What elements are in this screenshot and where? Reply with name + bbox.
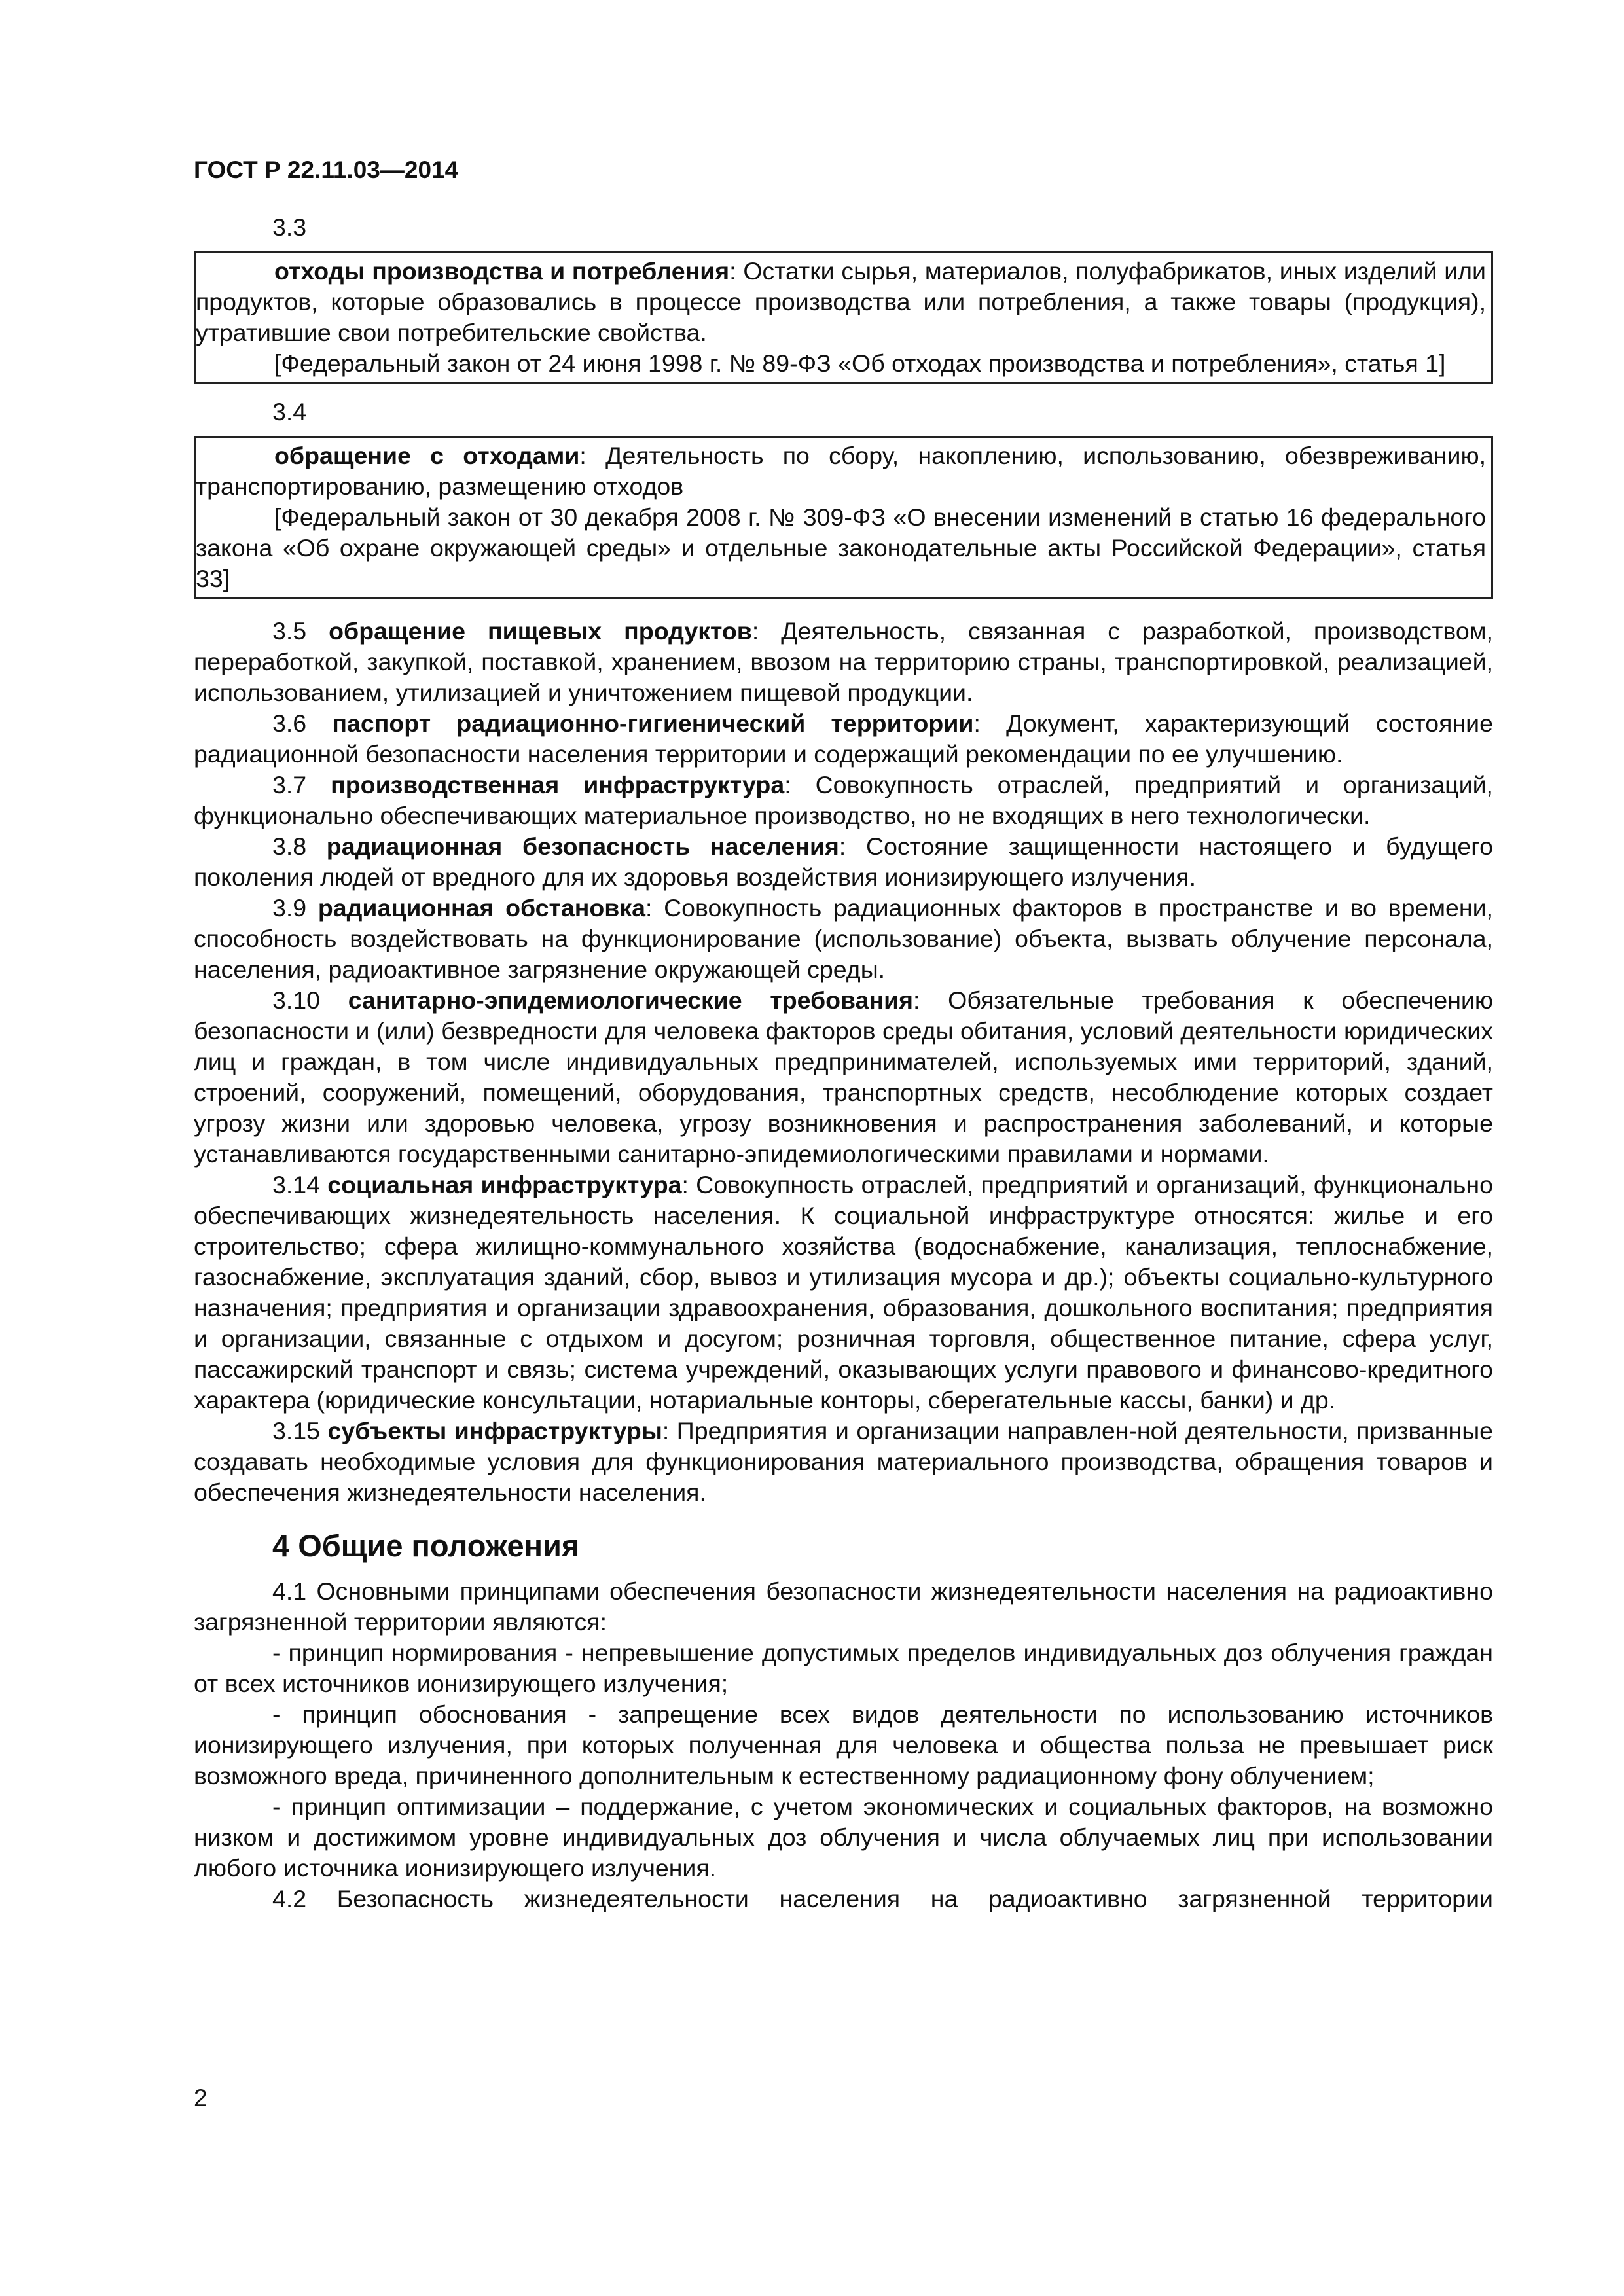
definition-3-3 [196,256,1486,348]
clause-number: 3.8 [272,833,327,860]
section-heading-4: 4 Общие положения [272,1528,580,1563]
clause-number: 3.10 [272,986,348,1014]
clause-number: 3.6 [272,709,333,737]
term-3-10: санитарно-эпидемиологические требования [348,986,914,1014]
definition-text-3-8: : Состояние защищенности настоящего и будущего поколения людей от вредного для их здоровья воздействия ионизирующего излучения. [194,833,1493,891]
definition-3-4 [196,440,1486,502]
clause-3-14 [194,1170,1493,1416]
term-3-7: производственная инфраструктура [331,771,785,798]
term-3-5: обращение пищевых продуктов [329,617,752,645]
clause-3-15 [194,1416,1493,1508]
document-body [194,211,1493,1914]
clause-3-9 [194,893,1493,985]
definition-text-3-10: : Обязательные требования к обеспечению безопасности и (или) безвредности для человека факторов среды обитания, условий деятельности юридических лиц и граждан, в том числе индивидуальных предпринимателей, используемых ими территорий, зданий, строений, сооружений, помещений, оборудования, транспортных средств, несоблюдение которых создает угрозу жизни или здоровью человека, угрозу возникновения и распространения заболеваний, и которые устанавливаются государственными санитарно-эпидемиологическими правилами и нормами. [194,986,1494,1168]
clause-3-6 [194,708,1493,770]
clause-3-7 [194,770,1493,831]
definition-text-3-6: : Документ, характеризующий состояние радиационной безопасности населения территории и содержащий рекомендации по ее улучшению. [194,709,1493,768]
definition-text-3-15: : Предприятия и организации направлен-ной деятельности, призванные создавать необходимые условия для функционирования материального производства, обращения товаров и обеспечения жизнедеятельности населения. [194,1417,1494,1506]
source-3-4: [Федеральный закон от 30 декабря 2008 г. № 309-ФЗ «О внесении изменений в статью 16 федерального закона «Об охране окружающей среды» и отдельные законодательные акты Российской Федерации», статья 33] [196,503,1486,592]
clause-number: 3.7 [272,771,331,798]
clause-number-3-3: 3.3 [272,213,307,241]
term-3-14: социальная инфраструктура [327,1171,682,1198]
clause-3-10 [194,985,1493,1170]
page-number: 2 [194,2085,208,2111]
term-3-15: субъекты инфраструктуры [327,1417,662,1444]
clause-number: 3.14 [272,1171,328,1198]
clause-number: 3.9 [272,894,318,922]
term-3-9: радиационная обстановка [317,894,645,922]
clause-3-8 [194,831,1493,893]
principle-normalization: - принцип нормирования - непревышение допустимых пределов индивидуальных доз облучения граждан от всех источников ионизирующего излучения; [194,1639,1493,1697]
term-3-8: радиационная безопасность населения [326,833,839,860]
term-3-6: паспорт радиационно-гигиенический территории [332,709,974,737]
definition-text-3-14: : Совокупность отраслей, предприятий и организаций, функционально обеспечивающих жизнедеятельность населения. К социальной инфраструктуре относятся: жилье и его строительство; сфера жилищно-коммунального хозяйства (водоснабжение, канализация, теплоснабжение, газоснабжение, эксплуатация зданий, сбор, вывоз и утилизация мусора и др.); объекты социально-культурного назначения; предприятия и организации здравоохранения, образования, дошкольного воспитания; предприятия и организации, связанные с отдыхом и досугом; розничная торговля, общественное питание, сфера услуг, пассажирский транспорт и связь; система учреждений, оказывающих услуги правового и финансово-кредитного характера (юридические консультации, нотариальные конторы, сберегательные кассы, банки) и др. [194,1171,1493,1414]
clause-3-5 [194,616,1493,708]
principle-optimization: - принцип оптимизации – поддержание, с учетом экономических и социальных факторов, на возможно низком и достижимом уровне индивидуальных доз облучения и числа облучаемых лиц при использовании любого источника ионизирующего излучения. [194,1793,1493,1882]
clause-number: 3.15 [272,1417,328,1444]
definition-text-3-4: : Деятельность по сбору, накоплению, использованию, обезвреживанию, транспортированию, размещению отходов [196,442,1486,500]
definition-box-3-4 [194,436,1493,599]
source-3-3: [Федеральный закон от 24 июня 1998 г. № 89-ФЗ «Об отходах производства и потребления», статья 1] [274,350,1446,377]
definition-box-3-3 [194,251,1493,384]
definition-text-3-9: : Совокупность радиационных факторов в пространстве и во времени, способность воздействовать на функционирование (использование) объекта, вызвать облучение персонала, населения, радиоактивное загрязнение окружающей среды. [194,894,1493,983]
definition-text-3-7: : Совокупность отраслей, предприятий и организаций, функционально обеспечивающих материальное производство, но не входящих в него технологически. [194,771,1493,829]
principle-justification: - принцип обоснования - запрещение всех видов деятельности по использованию источников ионизирующего излучения, при которых полученная для человека и общества польза не превышает риск возможного вреда, причиненного дополнительным к естественному радиационному фону облучением; [194,1700,1493,1789]
clause-number-3-4: 3.4 [272,398,307,425]
document-header: ГОСТ Р 22.11.03—2014 [194,156,459,183]
clause-4-1: 4.1 Основными принципами обеспечения безопасности жизнедеятельности населения на радиоактивно загрязненной территории являются: [194,1577,1493,1636]
clause-4-2: 4.2 Безопасность жизнедеятельности населения на радиоактивно загрязненной территории [272,1885,1493,1912]
clause-number: 3.5 [272,617,329,645]
definition-text-3-5: : Деятельность, связанная с разработкой, производством, переработкой, закупкой, поставкой, хранением, ввозом на территорию страны, транспортировкой, реализацией, использованием, утилизацией и уничтожением пищевой продукции. [194,617,1493,706]
term-3-3: отходы производства и потребления [274,257,730,285]
term-3-4: обращение с отходами [274,442,580,469]
definition-text-3-3: : Остатки сырья, материалов, полуфабрикатов, иных изделий или продуктов, которые образовались в процессе производства или потребления, а также товары (продукция), утратившие свои потребительские свойства. [196,257,1486,346]
